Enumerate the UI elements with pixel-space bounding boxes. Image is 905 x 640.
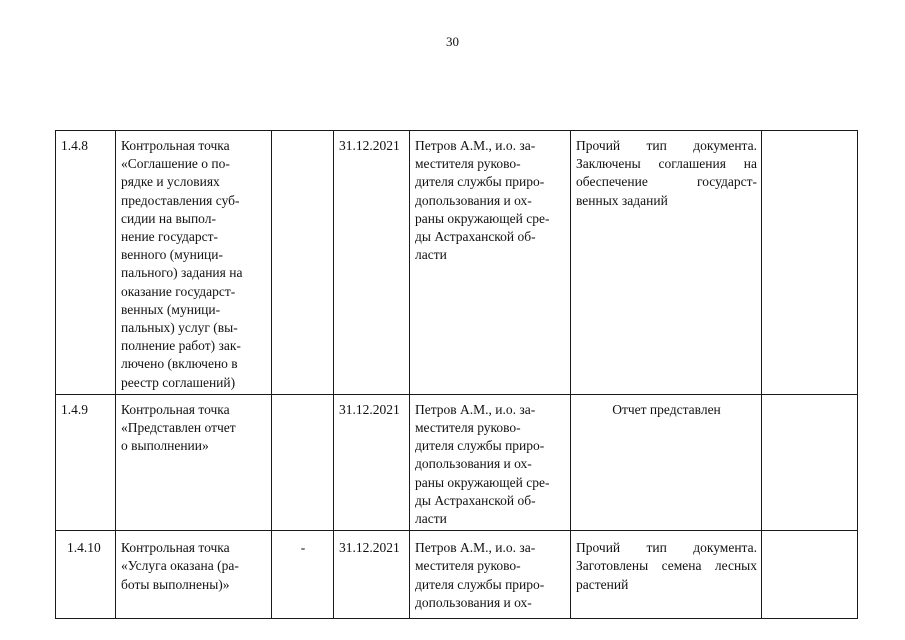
text-line: реестр соглашений) bbox=[121, 374, 236, 390]
text-line: Заготовлены семена лесных bbox=[576, 558, 757, 574]
text-line: венных (муници- bbox=[121, 301, 221, 317]
empty-cell bbox=[272, 394, 334, 530]
text-line: оказание государст- bbox=[121, 283, 236, 299]
text-line: нение государст- bbox=[121, 229, 219, 245]
text-line: венного (муници- bbox=[121, 247, 223, 263]
text-line: «Представлен отчет bbox=[121, 420, 236, 436]
text-line: пального) задания на bbox=[121, 265, 243, 281]
text-line: «Услуга оказана (ра- bbox=[121, 558, 239, 574]
control-point-name bbox=[116, 131, 272, 395]
table-row bbox=[56, 394, 858, 530]
text-line: Прочий тип документа. bbox=[576, 540, 757, 556]
text-line: «Соглашение о по- bbox=[121, 156, 230, 172]
text-line: Прочий тип документа. bbox=[576, 138, 757, 153]
control-points-table bbox=[55, 130, 858, 619]
row-number: 1.4.10 bbox=[56, 531, 116, 619]
text-line: раны окружающей сре- bbox=[415, 474, 550, 490]
text-line: местителя руково- bbox=[415, 156, 521, 172]
text-line: Петров А.М., и.о. за- bbox=[415, 401, 536, 417]
text-line: полнение работ) зак- bbox=[121, 338, 241, 354]
row-number: 1.4.8 bbox=[56, 131, 116, 395]
empty-cell bbox=[762, 531, 858, 619]
text-line: ласти bbox=[415, 511, 447, 527]
text-line: пальных) услуг (вы- bbox=[121, 320, 238, 336]
text-line: Отчет представлен bbox=[612, 401, 721, 417]
text-line: дителя службы приро- bbox=[415, 438, 545, 454]
text-line: местителя руково- bbox=[415, 420, 521, 436]
responsible-person bbox=[410, 131, 571, 395]
text-line: дителя службы приро- bbox=[415, 174, 545, 190]
empty-cell bbox=[272, 131, 334, 395]
deadline-date: 31.12.2021 bbox=[334, 394, 410, 530]
text-line: Петров А.М., и.о. за- bbox=[415, 138, 536, 153]
text-line: сидии на выпол- bbox=[121, 210, 216, 226]
deadline-date: 31.12.2021 bbox=[334, 531, 410, 619]
text-line: венных заданий bbox=[576, 192, 668, 208]
text-line: Контрольная точка bbox=[121, 138, 230, 153]
text-line: Заключены соглашения на bbox=[576, 156, 757, 172]
text-line: боты выполнены)» bbox=[121, 576, 230, 592]
text-line: о выполнении» bbox=[121, 438, 209, 454]
row-number: 1.4.9 bbox=[56, 394, 116, 530]
deadline-date: 31.12.2021 bbox=[334, 131, 410, 395]
text-line: ды Астраханской об- bbox=[415, 229, 536, 245]
control-point-name bbox=[116, 394, 272, 530]
text-line: ды Астраханской об- bbox=[415, 492, 536, 508]
text-line: дителя службы приро- bbox=[415, 576, 545, 592]
responsible-person bbox=[410, 394, 571, 530]
empty-cell bbox=[762, 131, 858, 395]
text-line: допользования и ох- bbox=[415, 456, 532, 472]
document-type bbox=[571, 394, 762, 530]
document-type bbox=[571, 131, 762, 395]
text-line: рядке и условиях bbox=[121, 174, 220, 190]
page-number: 30 bbox=[446, 34, 459, 49]
responsible-person bbox=[410, 531, 571, 619]
text-line: допользования и ох- bbox=[415, 192, 532, 208]
text-line: допользования и ох- bbox=[415, 594, 532, 610]
table-row bbox=[56, 131, 858, 395]
document-type bbox=[571, 531, 762, 619]
text-line: ласти bbox=[415, 247, 447, 263]
text-line: обеспечение государст- bbox=[576, 174, 757, 190]
dash-cell: - bbox=[272, 531, 334, 619]
empty-cell bbox=[762, 394, 858, 530]
table-row bbox=[56, 531, 858, 619]
text-line: местителя руково- bbox=[415, 558, 521, 574]
text-line: Петров А.М., и.о. за- bbox=[415, 540, 536, 556]
text-line: Контрольная точка bbox=[121, 540, 230, 556]
text-line: раны окружающей сре- bbox=[415, 210, 550, 226]
text-line: Контрольная точка bbox=[121, 401, 230, 417]
control-point-name bbox=[116, 531, 272, 619]
text-line: растений bbox=[576, 576, 629, 592]
text-line: предоставления суб- bbox=[121, 192, 240, 208]
text-line: лючено (включено в bbox=[121, 356, 238, 372]
